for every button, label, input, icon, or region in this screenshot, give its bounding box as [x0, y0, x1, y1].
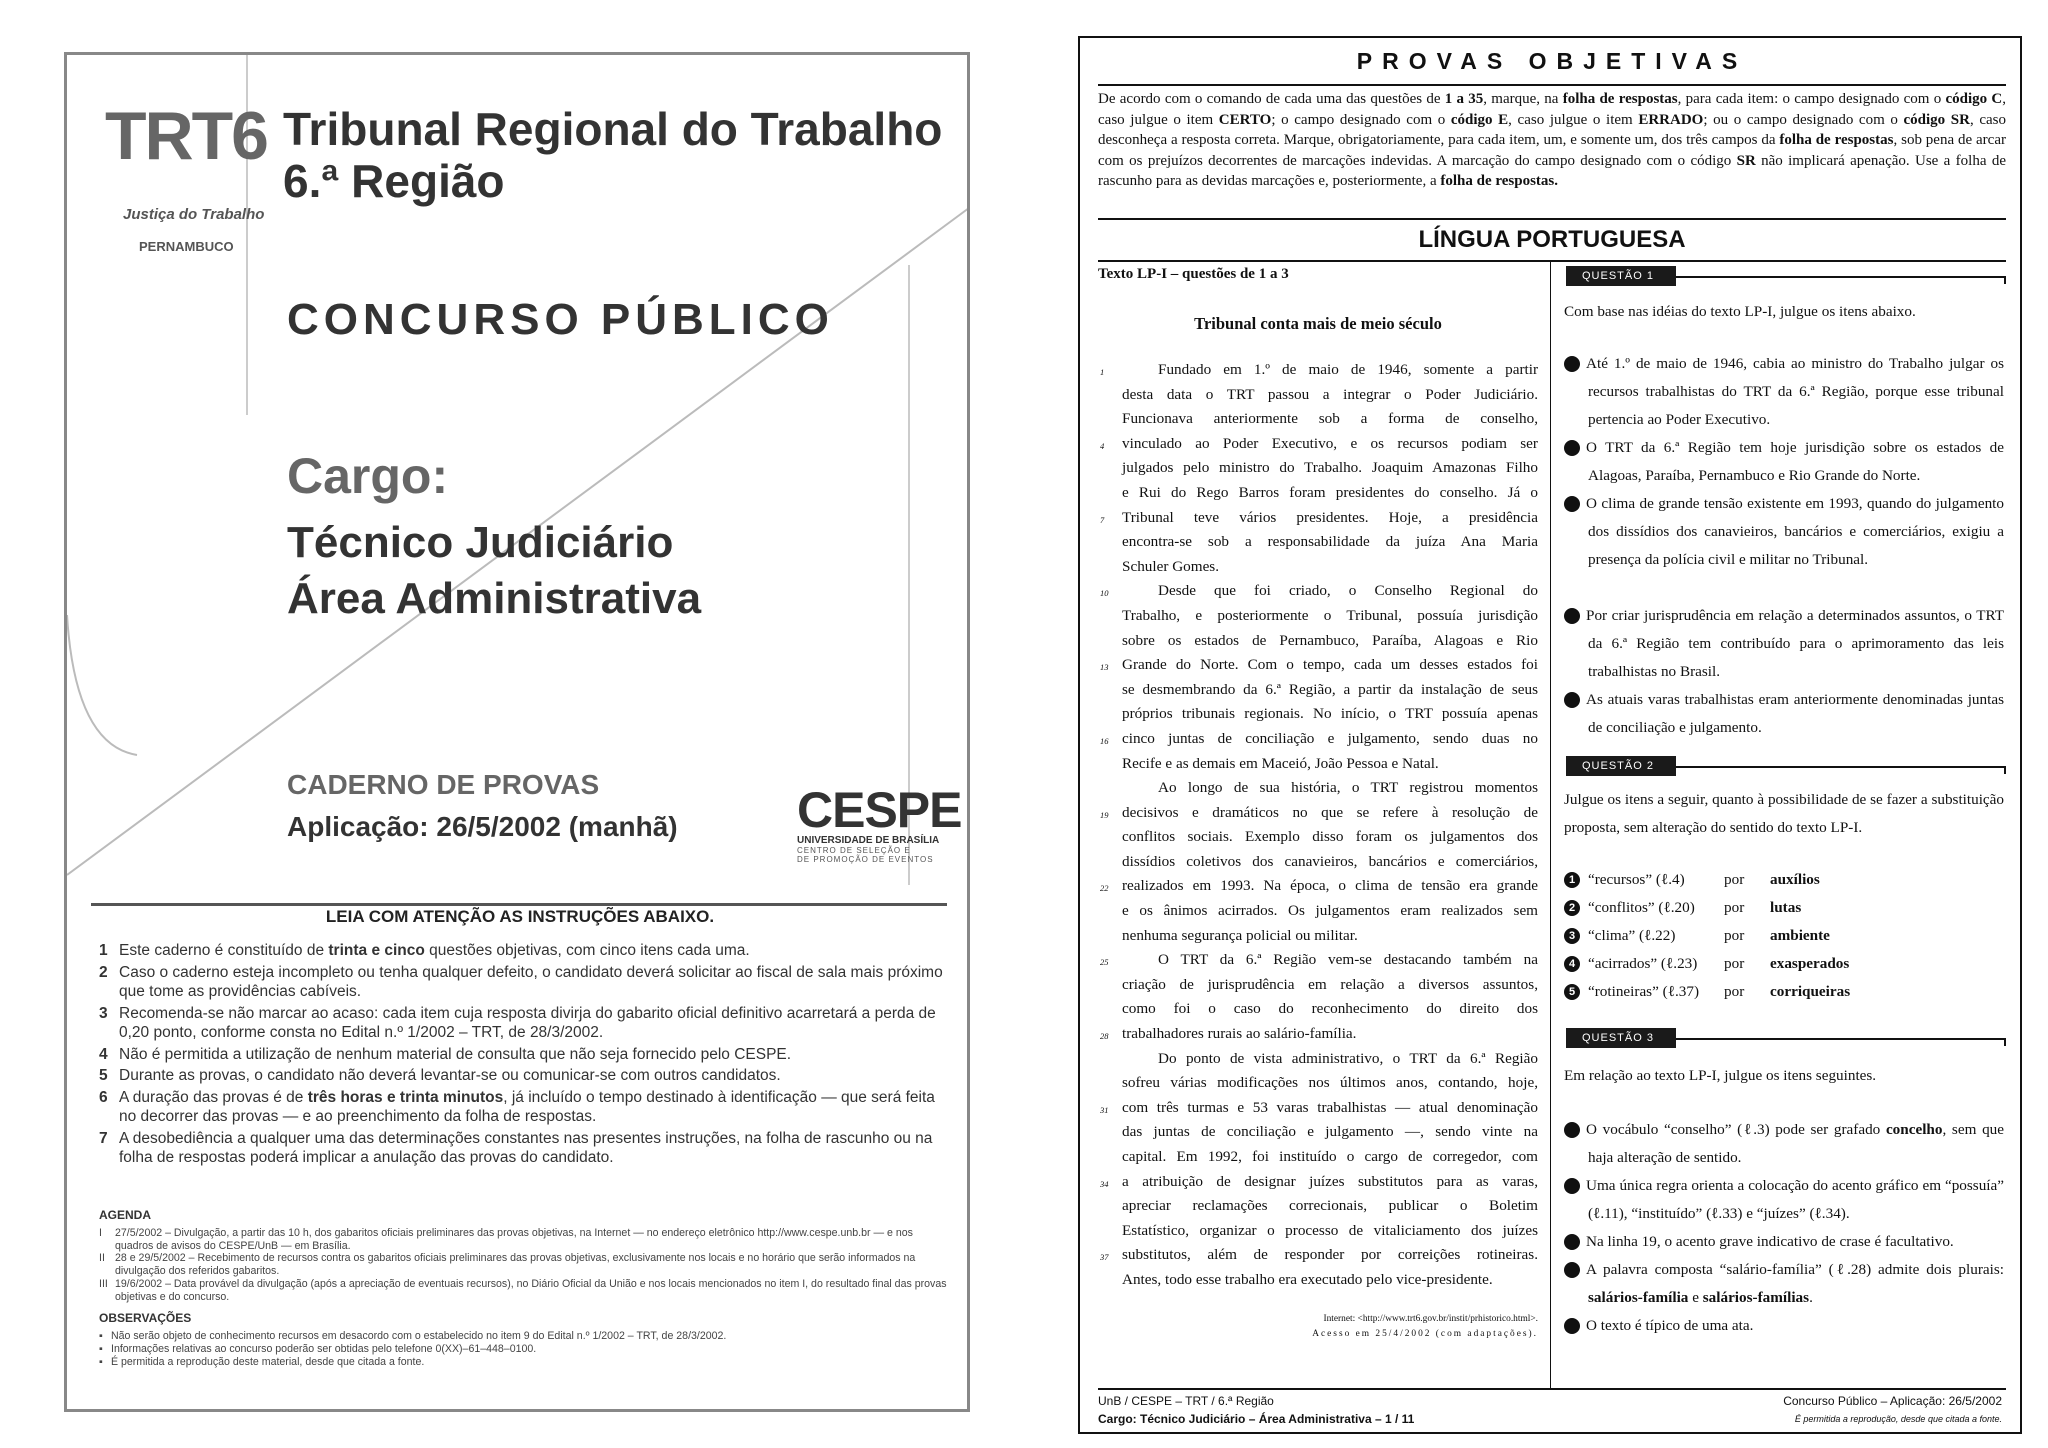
- source-line2: Acesso em 25/4/2002 (com adaptações).: [1312, 1329, 1538, 1339]
- agenda-item: [99, 1227, 949, 1253]
- instruction-number: 5: [99, 1067, 108, 1084]
- aplicacao-date: Aplicação: 26/5/2002 (manhã): [287, 811, 678, 842]
- question-3-tag: QUESTÃO 3: [1566, 1028, 1676, 1048]
- question-item-text: Na linha 19, o acento grave indicativo de crase é facultativo.: [1586, 1233, 1954, 1250]
- instruction-text: Caso o caderno esteja incompleto ou tenha qualquer defeito, o candidato deverá solicitar ao fiscal de sala mais próximo que tome as providências cabíveis.: [119, 963, 943, 1000]
- question-1-intro: Com base nas idéias do texto LP-I, julgue os itens abaixo.: [1564, 303, 1916, 320]
- instruction-number: 1: [99, 942, 108, 959]
- instruction-text: Este caderno é constituído de trinta e cinco questões objetivas, com cinco itens cada uma.: [119, 942, 750, 959]
- agenda-number: III: [99, 1277, 108, 1290]
- substitution-replacement: ambiente: [1770, 927, 1830, 944]
- instruction-item: [99, 1066, 949, 1086]
- cover-title: [283, 103, 942, 207]
- item-number-icon: 1: [1564, 356, 1580, 372]
- texto-line: nenhuma segurança policial ou militar.: [1122, 926, 1358, 944]
- item-number-icon: 5: [1564, 692, 1580, 708]
- texto-line: Antes, todo esse trabalho era executado pelo vice-presidente.: [1122, 1270, 1493, 1288]
- line-number: 13: [1100, 662, 1109, 673]
- exam-instructions: De acordo com o comando de cada uma das questões de 1 a 35, marque, na folha de respostas, para cada item: o campo designado com o código C, caso julgue o item CERTO; o campo designado com o código E, caso julgue o item ERRADO; ou o campo designado com o código SR, caso desconheça a resposta correta. Marque, obrigatoriamente, para cada item, um, e somente um, dos três campos da folha de respostas, sob pena de arcar com os prejuízos decorrentes de marcações indevidas. A marcação do campo designado com o código SR não implicará apenação. Use a folha de rascunho para as devidas marcações e, posteriormente, a folha de respostas.: [1098, 91, 2007, 189]
- texto-line: 1 Fundado em 1.º de maio de 1946, somente a partir: [1098, 358, 1538, 383]
- question-item-body: [1556, 686, 2004, 742]
- observacao-text: Não serão objeto de conhecimento recursos em desacordo com o estabelecido no item 9 do Edital n.º 1/2002 – TRT, de 28/3/2002.: [111, 1330, 727, 1343]
- substitution-replacement: auxílios: [1770, 871, 1820, 888]
- texto-line: Do ponto de vista administrativo, o TRT da 6.ª Região: [1158, 1049, 1538, 1067]
- section-heading: LÍNGUA PORTUGUESA: [1418, 226, 1686, 253]
- texto-line: Recife e as demais em Maceió, João Pessoa e Natal.: [1122, 754, 1439, 772]
- question-item-body: [1556, 490, 2004, 573]
- trt6-logo: [105, 98, 275, 263]
- question-item: [1556, 1256, 2004, 1312]
- item-number-icon: 4: [1564, 608, 1580, 624]
- texto-line: 19 decisivos e dramáticos no que se refere à resolução de: [1098, 801, 1538, 826]
- agenda-text: 27/5/2002 – Divulgação, a partir das 10 h, dos gabaritos oficiais preliminares das provas objetivas, na Internet — no endereço eletrônico http://www.cespe.unb.br — e nos quadros de avisos do CESPE/UnB — em Brasília.: [115, 1226, 913, 1252]
- substitution-replacement: lutas: [1770, 899, 1802, 916]
- bullet-icon: ▪: [99, 1355, 103, 1368]
- instruction-text: A desobediência a qualquer uma das determinações constantes nas presentes instruções, na folha de rascunho ou na folha de respostas poderá implicar a anulação das provas do candidato.: [119, 1129, 933, 1166]
- column-divider: [1550, 262, 1551, 1388]
- substitution-replacement: corriqueiras: [1770, 983, 1851, 1000]
- texto-line: capital. Em 1992, foi instituído o cargo de corregedor, com: [1122, 1148, 1538, 1165]
- substitution-item: [1564, 866, 2004, 894]
- source-line1: Internet: <http://www.trt6.gov.br/instit/prhistorico.html>.: [1323, 1314, 1538, 1324]
- question-bar-tick: [2004, 766, 2006, 774]
- observacao-item: [99, 1330, 949, 1343]
- texto-line: 31 com três turmas e 53 varas trabalhistas — atual denominação: [1098, 1096, 1538, 1121]
- texto-line: criação de jurisprudência em relação a diversos assuntos,: [1122, 975, 1538, 993]
- instructions-list: [99, 941, 949, 1170]
- item-number-icon: 3: [1564, 496, 1580, 512]
- question-3-bar: [1560, 1028, 2008, 1048]
- substitution-item: [1564, 894, 2004, 922]
- instruction-number: 4: [99, 1045, 108, 1063]
- agenda-item: [99, 1252, 949, 1278]
- texto-line: das juntas de conciliação e julgamento —, sendo vinte na: [1122, 1123, 1538, 1141]
- item-number-icon: 2: [1564, 440, 1580, 456]
- texto-line: desta data o TRT passou a integrar o Poder Judiciário.: [1122, 385, 1538, 403]
- divider: [91, 903, 947, 906]
- cespe-logo-text: CESPE: [797, 782, 962, 838]
- footer-left-1: UnB / CESPE – TRT / 6.ª Região: [1098, 1394, 1274, 1408]
- caderno-label: CADERNO DE PROVAS: [287, 769, 600, 800]
- cover-title-line2: 6.ª Região: [283, 155, 505, 207]
- question-bar-line: [1676, 766, 2006, 768]
- instructions-heading: LEIA COM ATENÇÃO AS INSTRUÇÕES ABAIXO.: [325, 907, 715, 926]
- texto-source: [1098, 1312, 1538, 1342]
- substitution-item: [1564, 922, 2004, 950]
- line-number: 10: [1100, 588, 1109, 599]
- question-item: [1556, 350, 2004, 433]
- concurso-heading: CONCURSO PÚBLICO: [287, 295, 834, 344]
- substitution-por: por: [1724, 955, 1745, 972]
- cargo-line1: Técnico Judiciário: [287, 518, 674, 567]
- footer-left-2: Cargo: Técnico Judiciário – Área Administrativa – 1 / 11: [1098, 1412, 1415, 1426]
- agenda-number: I: [99, 1226, 102, 1239]
- cespe-logo: [797, 782, 962, 885]
- question-1-tag: QUESTÃO 1: [1566, 266, 1676, 286]
- instruction-text: Durante as provas, o candidato não deverá levantar-se ou comunicar-se com outros candidatos.: [119, 1067, 781, 1084]
- texto-line: julgados pelo ministro do Trabalho. Joaquim Amazonas Filho: [1122, 459, 1538, 477]
- question-item-body: [1556, 1228, 2004, 1256]
- question-1-bar: [1560, 266, 2008, 286]
- instruction-number: 2: [99, 963, 108, 981]
- line-number: 28: [1100, 1031, 1109, 1042]
- instruction-item: [99, 963, 949, 1002]
- line-number: 31: [1100, 1104, 1109, 1115]
- divider: [1098, 1388, 2006, 1390]
- item-number-icon: 2: [1564, 900, 1580, 916]
- observacoes-heading: OBSERVAÇÕES: [99, 1310, 192, 1325]
- footer-right-1: Concurso Público – Aplicação: 26/5/2002: [1783, 1394, 2002, 1408]
- line-number: 22: [1100, 883, 1109, 894]
- question-item-text: O vocábulo “conselho” (ℓ.3) pode ser grafado concelho, sem que haja alteração de sentido.: [1586, 1121, 2004, 1166]
- bullet-icon: ▪: [99, 1343, 103, 1356]
- texto-line: 37 substitutos, além de responder por correições rotineiras.: [1098, 1243, 1538, 1268]
- texto-line: 16 cinco juntas de conciliação e julgamento, sendo duas no: [1098, 727, 1538, 752]
- agenda-text: 19/6/2002 – Data provável da divulgação (após a apreciação de eventuais recursos), no Diário Oficial da União e nos locais mencionados no item I, do resultado final das provas objetivas e do concurso.: [115, 1277, 947, 1303]
- item-number-icon: 3: [1564, 928, 1580, 944]
- texto-line: Ao longo de sua história, o TRT registrou momentos: [1158, 779, 1538, 797]
- agenda-heading: AGENDA: [99, 1208, 152, 1222]
- substitution-word: “conflitos” (ℓ.20): [1588, 899, 1695, 916]
- substitution-item: [1564, 950, 2004, 978]
- cover-page: [64, 52, 970, 1412]
- instruction-number: 7: [99, 1129, 108, 1147]
- question-item-body: [1556, 350, 2004, 433]
- observacao-item: [99, 1356, 949, 1369]
- texto-line: sobre os estados de Pernambuco, Paraíba, Alagoas e Rio: [1122, 631, 1538, 649]
- item-number-icon: 4: [1564, 956, 1580, 972]
- logo-trt6-text: TRT6: [105, 98, 267, 174]
- texto-line: como foi o caso do reconhecimento do direito dos: [1122, 1000, 1538, 1018]
- texto-line: Funcionava anteriormente sob a forma de conselho,: [1122, 410, 1538, 428]
- question-item-body: [1556, 434, 2004, 490]
- texto-line: 10 Desde que foi criado, o Conselho Regional do: [1098, 579, 1538, 604]
- question-item-body: [1556, 1312, 2004, 1340]
- cargo-line2: Área Administrativa: [287, 574, 702, 623]
- line-number: 4: [1100, 440, 1105, 451]
- line-number: 34: [1100, 1178, 1109, 1189]
- item-number-icon: 4: [1564, 1262, 1580, 1278]
- substitution-por: por: [1724, 871, 1745, 888]
- question-item: [1556, 602, 2004, 685]
- question-2-intro: Julgue os itens a seguir, quanto à possibilidade de se fazer a substituição proposta, sem alteração do sentido do texto LP-I.: [1564, 791, 2004, 836]
- divider: [1098, 84, 2006, 86]
- logo-state-text: PERNAMBUCO: [139, 239, 234, 254]
- texto-line: próprios tribunais regionais. No início, o TRT possuía apenas: [1122, 705, 1538, 723]
- cover-title-line1: Tribunal Regional do Trabalho: [283, 103, 943, 155]
- observacao-item: [99, 1343, 949, 1356]
- question-item: [1556, 1116, 2004, 1172]
- item-number-icon: 5: [1564, 984, 1580, 1000]
- substitution-por: por: [1724, 899, 1745, 916]
- question-3-intro: Em relação ao texto LP-I, julgue os itens seguintes.: [1564, 1067, 1877, 1084]
- question-2-tag: QUESTÃO 2: [1566, 756, 1676, 776]
- agenda-text: 28 e 29/5/2002 – Recebimento de recursos contra os gabaritos oficiais preliminares das provas objetivas, exclusivamente nos locais e no horário que serão informados na divulgação dos referidos gabaritos.: [115, 1252, 916, 1278]
- instruction-item: [99, 1045, 949, 1065]
- question-item-text: Por criar jurisprudência em relação a determinados assuntos, o TRT da 6.ª Região tem contribuído para o aprimoramento das leis trabalhistas no Brasil.: [1586, 607, 2004, 680]
- question-bar-line: [1676, 276, 2006, 278]
- texto-line: 7 Tribunal teve vários presidentes. Hoje, a presidência: [1098, 506, 1538, 531]
- question-item-text: As atuais varas trabalhistas eram anteriormente denominadas juntas de conciliação e julgamento.: [1586, 691, 2004, 736]
- question-bar-line: [1676, 1038, 2006, 1040]
- cespe-centro-line2: DE PROMOÇÃO DE EVENTOS: [797, 855, 934, 864]
- question-item: [1556, 490, 2004, 573]
- texto-line: sofreu várias modificações nos últimos anos, contando, hoje,: [1122, 1074, 1538, 1092]
- line-number: 16: [1100, 735, 1109, 746]
- question-item-text: O TRT da 6.ª Região tem hoje jurisdição sobre os estados de Alagoas, Paraíba, Pernambuco e Rio Grande do Norte.: [1586, 439, 2004, 484]
- instruction-item: [99, 1129, 949, 1168]
- line-number: 25: [1100, 957, 1109, 968]
- question-item-body: [1556, 1172, 2004, 1228]
- instruction-number: 6: [99, 1088, 108, 1106]
- texto-line: 34 a atribuição de designar juízes substitutos para as varas,: [1098, 1170, 1538, 1195]
- texto-line: 28 trabalhadores rurais ao salário-família.: [1098, 1022, 1538, 1047]
- instruction-text: Recomenda-se não marcar ao acaso: cada item cuja resposta divirja do gabarito oficial definitivo acarretará a perda de 0,20 ponto, conforme consta no Edital n.º 1/2002 – TRT, de 28/3/2002.: [119, 1004, 936, 1041]
- substitution-word: “clima” (ℓ.22): [1588, 927, 1676, 944]
- texto-line: Schuler Gomes.: [1122, 557, 1220, 575]
- question-item-body: [1556, 602, 2004, 685]
- question-item-text: A palavra composta “salário-família” (ℓ.28) admite dois plurais: salários-família e salários-famílias.: [1586, 1261, 2004, 1306]
- texto-line: dissídios coletivos dos canavieiros, bancários e comerciários,: [1122, 852, 1538, 870]
- cespe-unb-text: UNIVERSIDADE DE BRASÍLIA: [797, 835, 940, 846]
- texto-line: apreciar reclamações correcionais, publicar o Boletim: [1122, 1197, 1538, 1215]
- cargo-label: Cargo:: [287, 448, 449, 504]
- texto-line: 22 realizados em 1993. Na época, o clima de tensão era grande: [1098, 874, 1538, 899]
- texto-line: Trabalho, e posteriormente o Tribunal, possuía jurisdição: [1122, 606, 1538, 624]
- question-item-body: [1556, 1116, 2004, 1172]
- question-item: [1556, 1312, 2004, 1340]
- texto-line: 25 O TRT da 6.ª Região vem-se destacando também na: [1098, 948, 1538, 973]
- line-number: 37: [1100, 1252, 1109, 1263]
- question-2-bar: [1560, 756, 2008, 776]
- question-bar-tick: [2004, 1038, 2006, 1046]
- item-number-icon: 1: [1564, 1122, 1580, 1138]
- question-item-text: Até 1.º de maio de 1946, cabia ao ministro do Trabalho julgar os recursos trabalhistas do TRT da 6.ª Região, porque esse tribunal pertencia ao Poder Executivo.: [1586, 355, 2004, 428]
- texto-title: Tribunal conta mais de meio século: [1194, 314, 1442, 333]
- instruction-item: [99, 1088, 949, 1127]
- observacao-text: Informações relativas ao concurso poderão ser obtidas pelo telefone 0(XX)–61–448–0100.: [111, 1343, 537, 1356]
- question-bar-tick: [2004, 276, 2006, 284]
- instruction-item: [99, 1004, 949, 1043]
- texto-line: Estatístico, organizar o processo de vitaliciamento dos juízes: [1122, 1221, 1538, 1239]
- cespe-centro-line1: CENTRO DE SELEÇÃO E: [797, 846, 911, 855]
- question-item-text: O texto é típico de uma ata.: [1586, 1317, 1754, 1334]
- item-number-icon: 1: [1564, 872, 1580, 888]
- divider: [1098, 218, 2006, 220]
- question-item: [1556, 686, 2004, 742]
- instruction-text: A duração das provas é de três horas e trinta minutos, já incluído o tempo destinado à identificação — que será feita no decorrer das provas — e ao preenchimento da folha de respostas.: [119, 1088, 935, 1125]
- line-number: 7: [1100, 514, 1105, 525]
- texto-line: 13 Grande do Norte. Com o tempo, cada um desses estados foi: [1098, 653, 1538, 678]
- texto-line: e Rui do Rego Barros foram presidentes do conselho. Já o: [1122, 483, 1538, 501]
- logo-justica-text: Justiça do Trabalho: [123, 206, 265, 223]
- item-number-icon: 2: [1564, 1178, 1580, 1194]
- texto-body: [1098, 358, 1538, 1293]
- agenda-list: [99, 1227, 949, 1304]
- item-number-icon: 5: [1564, 1318, 1580, 1334]
- agenda-section: [99, 1209, 949, 1369]
- cargo-title: [287, 515, 701, 627]
- instruction-text: Não é permitida a utilização de nenhum material de consulta que não seja fornecido pelo CESPE.: [119, 1045, 792, 1063]
- line-number: 19: [1100, 809, 1109, 820]
- texto-line: conflitos sociais. Exemplo disso foram os julgamentos dos: [1122, 828, 1538, 846]
- observacao-text: É permitida a reprodução deste material, desde que citada a fonte.: [111, 1355, 425, 1368]
- divider: [1098, 260, 2006, 262]
- texto-line: e os ânimos acirrados. Os julgamentos eram realizados sem: [1122, 902, 1538, 920]
- texto-heading: Texto LP-I – questões de 1 a 3: [1098, 266, 1289, 282]
- substitution-por: por: [1724, 927, 1745, 944]
- question-item: [1556, 1172, 2004, 1228]
- substitution-por: por: [1724, 983, 1745, 1000]
- instruction-item: [99, 941, 949, 961]
- question-item: [1556, 1228, 2004, 1256]
- question-item: [1556, 434, 2004, 490]
- question-item-text: Uma única regra orienta a colocação do acento gráfico em “possuía” (ℓ.11), “instituído” (ℓ.33) e “juízes” (ℓ.34).: [1586, 1177, 2004, 1222]
- substitution-item: [1564, 978, 2004, 1006]
- substitution-replacement: exasperados: [1770, 955, 1850, 972]
- footer-right-2: É permitida a reprodução, desde que citada a fonte.: [1794, 1414, 2002, 1424]
- instruction-number: 3: [99, 1004, 108, 1022]
- bullet-icon: ▪: [99, 1330, 103, 1343]
- agenda-item: [99, 1278, 949, 1304]
- texto-line: 4 vinculado ao Poder Executivo, e os recursos podiam ser: [1098, 432, 1538, 457]
- substitution-word: “acirrados” (ℓ.23): [1588, 955, 1698, 972]
- exam-page: [1078, 36, 2022, 1434]
- line-number: 1: [1100, 367, 1105, 377]
- texto-line: se desmembrando da 6.ª Região, a partir da instalação de seus: [1122, 680, 1538, 698]
- exam-title: PROVAS OBJETIVAS: [1356, 48, 1748, 74]
- agenda-number: II: [99, 1252, 105, 1265]
- question-item-text: O clima de grande tensão existente em 1993, quando do julgamento dos dissídios dos canavieiros, bancários e comerciários, exigiu a presença da polícia civil e militar no Tribunal.: [1586, 495, 2004, 568]
- substitution-word: “rotineiras” (ℓ.37): [1588, 983, 1700, 1000]
- observacoes-list: [99, 1330, 949, 1368]
- question-item-body: [1556, 1256, 2004, 1312]
- substitution-word: “recursos” (ℓ.4): [1588, 871, 1685, 888]
- item-number-icon: 3: [1564, 1234, 1580, 1250]
- texto-line: encontra-se sob a responsabilidade da juíza Ana Maria: [1122, 533, 1538, 551]
